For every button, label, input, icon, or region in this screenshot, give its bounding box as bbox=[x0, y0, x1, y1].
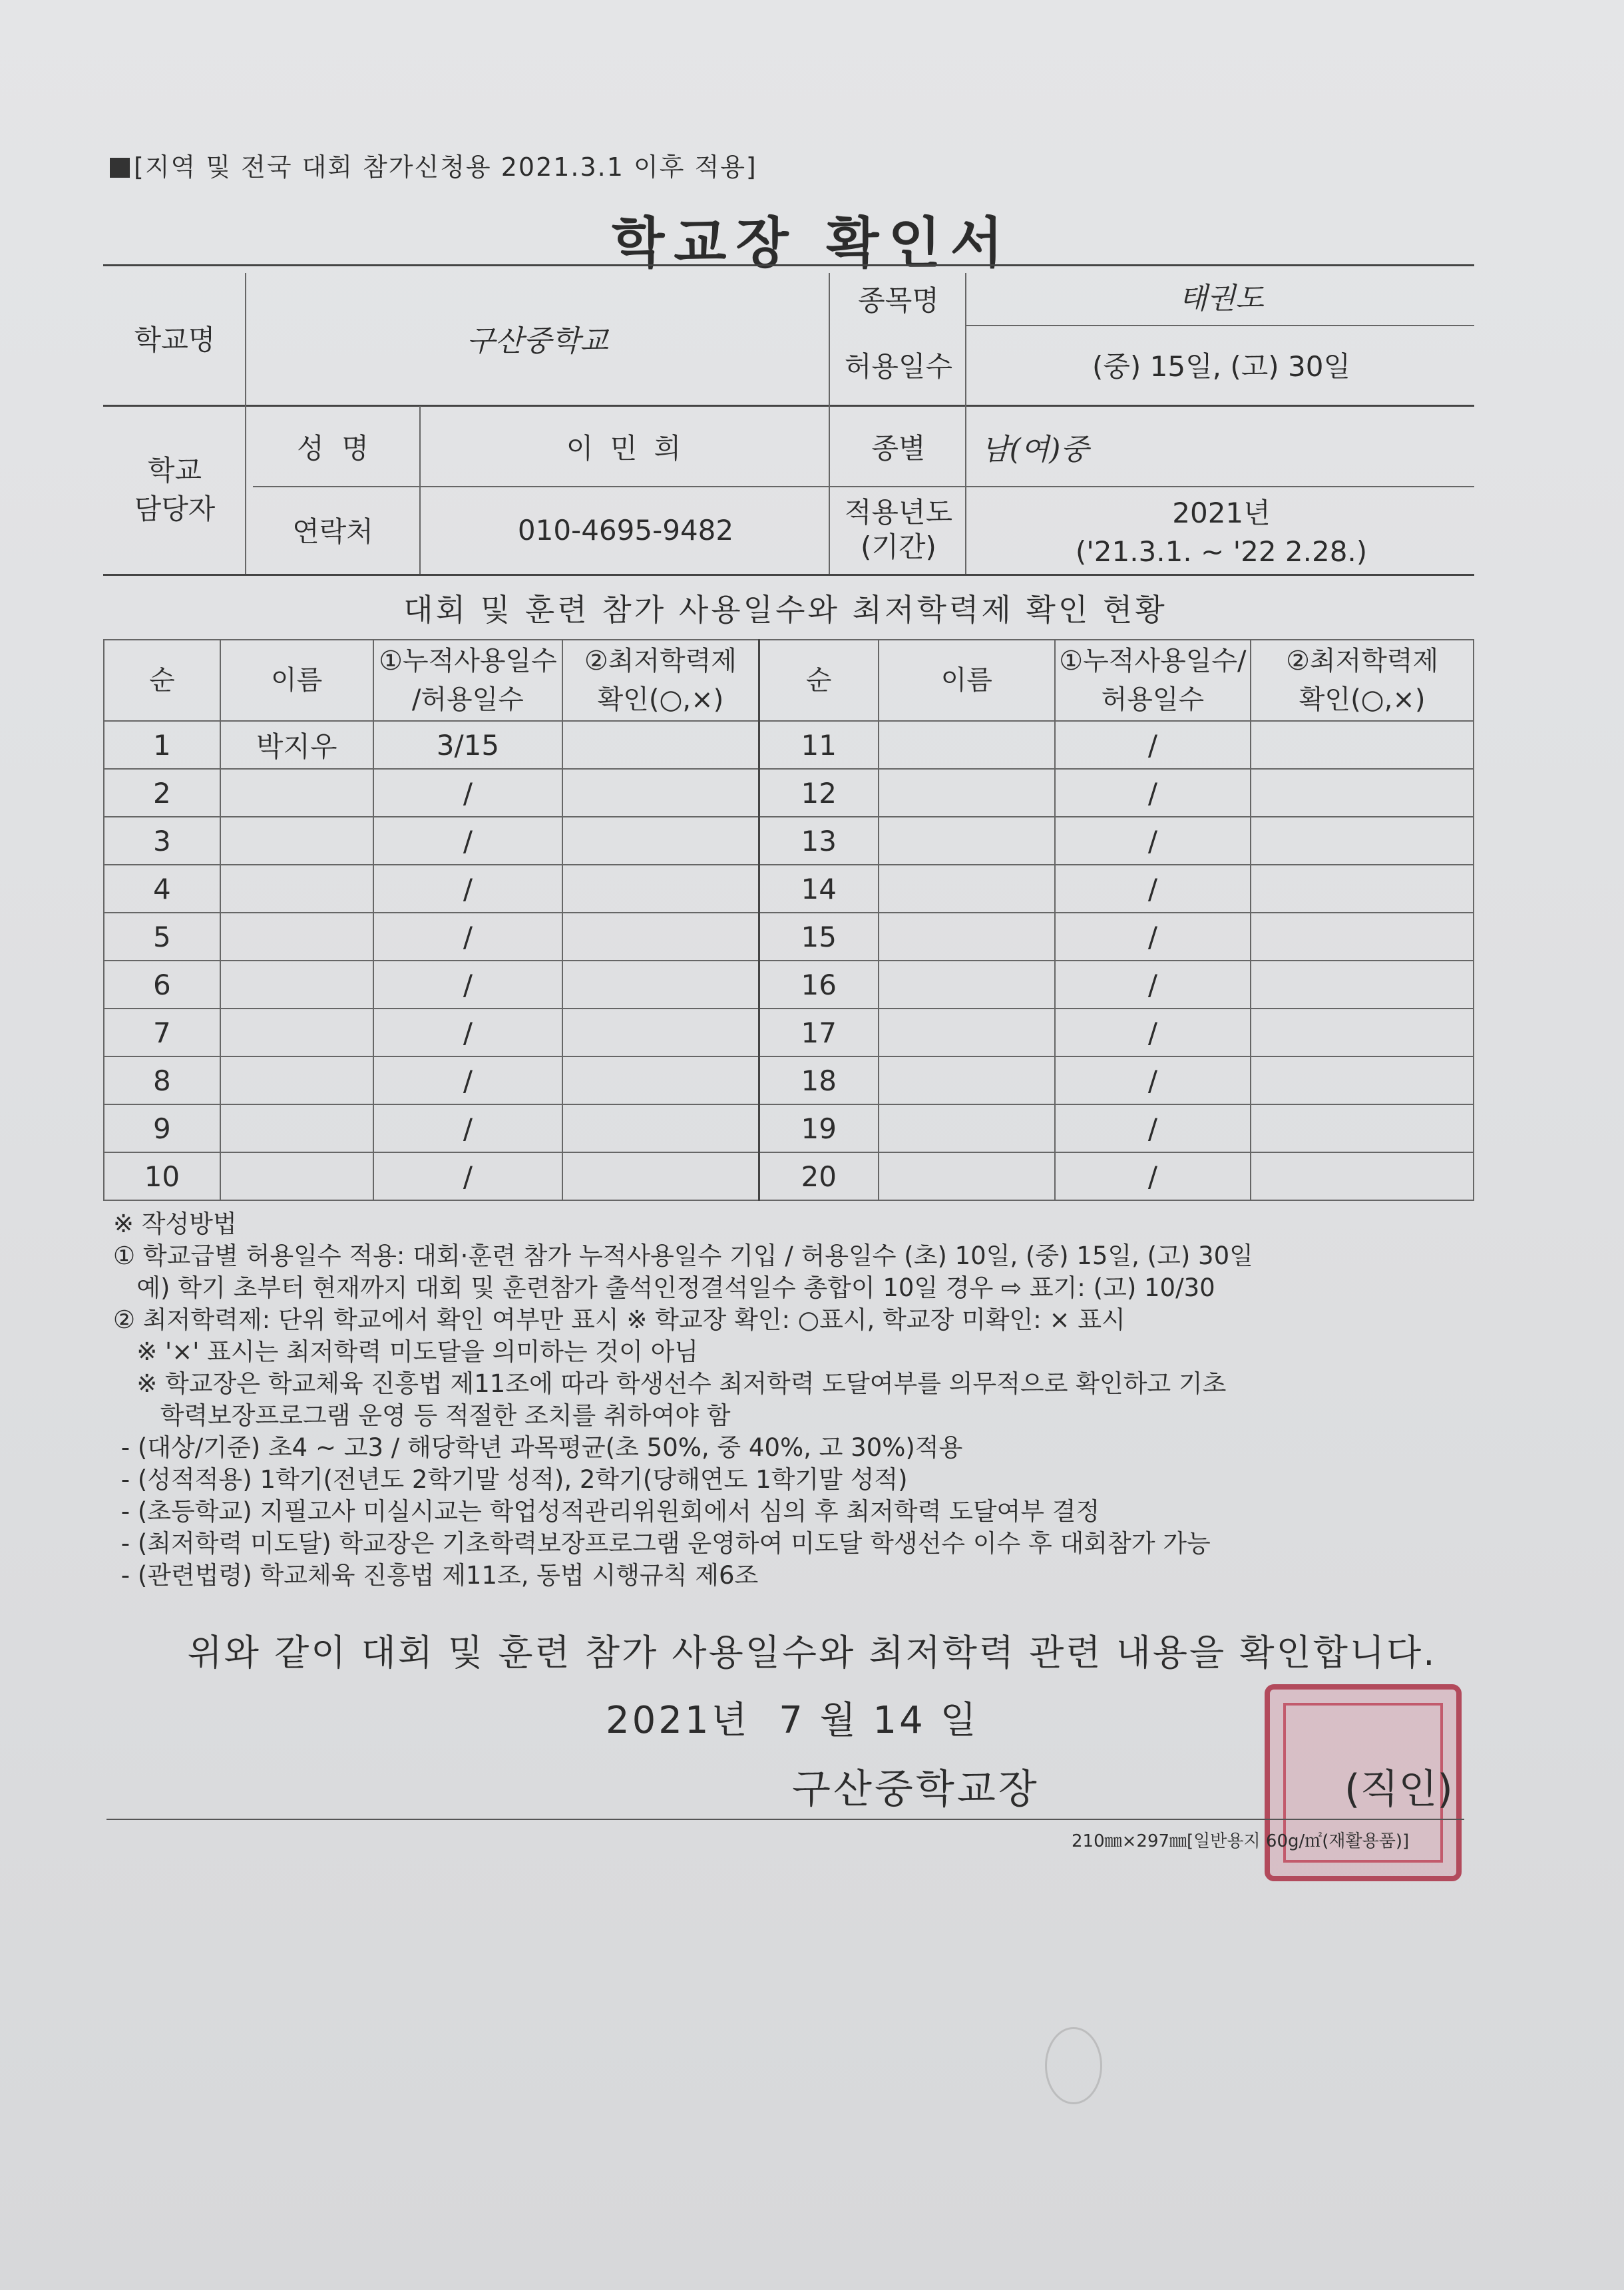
contact-value: 010-4695-9482 bbox=[517, 513, 734, 547]
col-header: 이름 bbox=[879, 640, 1055, 721]
table-cell bbox=[879, 1009, 1055, 1056]
table-row bbox=[104, 769, 1474, 817]
col-header: ①누적사용일수/ 허용일수 bbox=[1055, 640, 1251, 721]
school-label: 학교명 bbox=[134, 323, 216, 356]
usage-table bbox=[103, 639, 1474, 1201]
table-cell bbox=[562, 1009, 759, 1056]
table-cell bbox=[1251, 817, 1474, 865]
table-cell bbox=[562, 1152, 759, 1200]
table-row bbox=[104, 961, 1474, 1009]
table-cell: / bbox=[373, 769, 563, 817]
table-cell bbox=[562, 961, 759, 1009]
table-cell: 4 bbox=[104, 865, 220, 913]
days-value: (중) 15일, (고) 30일 bbox=[1092, 349, 1351, 383]
table-cell bbox=[220, 817, 373, 865]
table-cell bbox=[1251, 1104, 1474, 1152]
name-label: 성 명 bbox=[297, 432, 369, 465]
table-row bbox=[104, 1152, 1474, 1200]
table-cell bbox=[1251, 1009, 1474, 1056]
header-note: [지역 및 전국 대회 참가신청용 2021.3.1 이후 적용] bbox=[110, 146, 757, 183]
table-cell bbox=[879, 961, 1055, 1009]
table-cell: / bbox=[373, 961, 563, 1009]
table-cell: 16 bbox=[759, 961, 879, 1009]
table-cell bbox=[879, 769, 1055, 817]
rule bbox=[103, 574, 1474, 576]
table-header-row bbox=[104, 640, 1474, 721]
table-cell bbox=[1251, 1056, 1474, 1104]
table-row bbox=[104, 1104, 1474, 1152]
table-row bbox=[104, 1009, 1474, 1056]
table-cell: 14 bbox=[759, 865, 879, 913]
table-cell bbox=[220, 865, 373, 913]
note-line: ※ '×' 표시는 최저학력 미도달을 의미하는 것이 아님 bbox=[113, 1337, 699, 1366]
table-cell bbox=[879, 721, 1055, 769]
table-cell bbox=[220, 1152, 373, 1200]
table-cell: / bbox=[373, 865, 563, 913]
rule bbox=[103, 405, 1474, 407]
note-line: - (성적적용) 1학기(전년도 2학기말 성적), 2학기(당해연도 1학기말 성적) bbox=[113, 1465, 908, 1494]
table-cell: / bbox=[1055, 961, 1251, 1009]
col-header: 이름 bbox=[220, 640, 373, 721]
table-row bbox=[104, 913, 1474, 961]
note-line: ※ 작성방법 bbox=[113, 1210, 237, 1238]
col-header: ①누적사용일수 /허용일수 bbox=[373, 640, 563, 721]
table-cell bbox=[879, 1056, 1055, 1104]
section-title: 대회 및 훈련 참가 사용일수와 최저학력제 확인 현황 bbox=[403, 592, 1167, 628]
table-row bbox=[104, 817, 1474, 865]
table-cell: / bbox=[1055, 1009, 1251, 1056]
table-cell bbox=[879, 1152, 1055, 1200]
table-cell bbox=[879, 913, 1055, 961]
square-bullet-icon bbox=[110, 158, 130, 178]
note-line: - (초등학교) 지필고사 미실시교는 학업성적관리위원회에서 심의 후 최저학력 도달여부 결정 bbox=[113, 1497, 1100, 1526]
table-cell: 3 bbox=[104, 817, 220, 865]
col-header: ②최저학력제 확인(○,×) bbox=[1251, 640, 1474, 721]
note-line: - (최저학력 미도달) 학교장은 기초학력보장프로그램 운영하여 미도달 학생선수 이수 후 대회참가 가능 bbox=[113, 1529, 1211, 1558]
table-cell: / bbox=[1055, 1152, 1251, 1200]
table-cell: 10 bbox=[104, 1152, 220, 1200]
table-cell: / bbox=[373, 1009, 563, 1056]
contact-label: 연락처 bbox=[292, 515, 373, 548]
gender-value: 남(여)중 bbox=[981, 433, 1089, 467]
paper-spec: 210㎜×297㎜[일반용지 60g/㎡(재활용품)] bbox=[1072, 1831, 1410, 1851]
gender-label: 종별 bbox=[871, 432, 926, 465]
table-cell bbox=[562, 817, 759, 865]
table-cell bbox=[220, 961, 373, 1009]
table-cell bbox=[1251, 721, 1474, 769]
note-line: ※ 학교장은 학교체육 진흥법 제11조에 따라 학생선수 최저학력 도달여부를 의무적으로 확인하고 기초 bbox=[113, 1369, 1227, 1398]
table-cell: 17 bbox=[759, 1009, 879, 1056]
table-cell: 13 bbox=[759, 817, 879, 865]
note-line: 예) 학기 초부터 현재까지 대회 및 훈련참가 출석인정결석일수 총합이 10일 경우 ⇨ 표기: (고) 10/30 bbox=[113, 1273, 1215, 1302]
period-value: ('21.3.1. ~ '22 2.28.) bbox=[1075, 535, 1368, 568]
table-cell bbox=[562, 1104, 759, 1152]
table-cell: 11 bbox=[759, 721, 879, 769]
days-label: 허용일수 bbox=[844, 349, 953, 383]
note-line: - (관련법령) 학교체육 진흥법 제11조, 동법 시행규칙 제6조 bbox=[113, 1561, 759, 1590]
col-header: 순 bbox=[759, 640, 879, 721]
table-cell bbox=[1251, 961, 1474, 1009]
table-cell: 1 bbox=[104, 721, 220, 769]
table-cell: 19 bbox=[759, 1104, 879, 1152]
year-label: 적용년도 (기간) bbox=[844, 496, 953, 563]
table-row bbox=[104, 1056, 1474, 1104]
table-cell bbox=[879, 817, 1055, 865]
table-cell: 7 bbox=[104, 1009, 220, 1056]
table-cell bbox=[220, 769, 373, 817]
date: 2021년 7 월 14 일 bbox=[606, 1699, 979, 1742]
table-cell bbox=[879, 1104, 1055, 1152]
table-cell: 12 bbox=[759, 769, 879, 817]
table-cell: / bbox=[373, 1152, 563, 1200]
table-cell: 박지우 bbox=[220, 721, 373, 769]
table-cell bbox=[562, 769, 759, 817]
table-cell bbox=[220, 1056, 373, 1104]
seal-label: (직인) bbox=[1344, 1766, 1453, 1813]
table-cell: / bbox=[1055, 913, 1251, 961]
table-cell bbox=[562, 1056, 759, 1104]
note-line: - (대상/기준) 초4 ~ 고3 / 해당학년 과목평균(초 50%, 중 40%, 고 30%)적용 bbox=[113, 1433, 963, 1462]
rule bbox=[419, 406, 421, 574]
punch-mark-icon bbox=[1045, 2027, 1102, 2104]
table-cell: 20 bbox=[759, 1152, 879, 1200]
table-cell: 8 bbox=[104, 1056, 220, 1104]
staff-label: 학교 담당자 bbox=[134, 454, 216, 525]
table-cell: / bbox=[373, 1104, 563, 1152]
table-cell: 5 bbox=[104, 913, 220, 961]
table-cell: 15 bbox=[759, 913, 879, 961]
rule bbox=[829, 273, 830, 574]
table-cell: / bbox=[1055, 769, 1251, 817]
table-cell bbox=[1251, 769, 1474, 817]
table-cell bbox=[220, 1104, 373, 1152]
year-value: 2021년 bbox=[1172, 497, 1271, 529]
table-cell bbox=[220, 1009, 373, 1056]
table-cell: / bbox=[373, 1056, 563, 1104]
sport-value: 태권도 bbox=[1179, 282, 1264, 316]
table-cell bbox=[1251, 865, 1474, 913]
table-cell: 9 bbox=[104, 1104, 220, 1152]
principal: 구산중학교장 bbox=[792, 1766, 1040, 1813]
rule bbox=[106, 1819, 1464, 1820]
table-row bbox=[104, 721, 1474, 769]
table-cell: / bbox=[1055, 1056, 1251, 1104]
table-cell bbox=[879, 865, 1055, 913]
table-cell bbox=[220, 913, 373, 961]
table-cell bbox=[1251, 1152, 1474, 1200]
note-line: ② 최저학력제: 단위 학교에서 확인 여부만 표시 ※ 학교장 확인: ○표시, 학교장 미확인: × 표시 bbox=[113, 1305, 1125, 1334]
confirm-text: 위와 같이 대회 및 훈련 참가 사용일수와 최저학력 관련 내용을 확인합니다. bbox=[187, 1632, 1437, 1674]
col-header: 순 bbox=[104, 640, 220, 721]
table-cell: / bbox=[373, 817, 563, 865]
note-line: 학력보장프로그램 운영 등 적절한 조치를 취하여야 함 bbox=[113, 1401, 731, 1430]
table-cell bbox=[562, 865, 759, 913]
table-cell: / bbox=[1055, 817, 1251, 865]
table-cell: / bbox=[1055, 1104, 1251, 1152]
notes bbox=[113, 1208, 1484, 1592]
rule bbox=[965, 273, 966, 574]
table-row bbox=[104, 865, 1474, 913]
table-cell bbox=[562, 913, 759, 961]
table-cell: / bbox=[373, 913, 563, 961]
table-cell: 2 bbox=[104, 769, 220, 817]
school-value: 구산중학교 bbox=[467, 324, 608, 358]
document-title: 학교장 확인서 bbox=[612, 212, 1012, 275]
table-cell bbox=[1251, 913, 1474, 961]
table-cell: / bbox=[1055, 721, 1251, 769]
note-line: ① 학교급별 허용일수 적용: 대회·훈련 참가 누적사용일수 기입 / 허용일수 (초) 10일, (중) 15일, (고) 30일 bbox=[113, 1242, 1253, 1270]
name-value: 이 민 희 bbox=[566, 432, 686, 465]
table-cell: 18 bbox=[759, 1056, 879, 1104]
sport-label: 종목명 bbox=[858, 284, 939, 317]
col-header: ②최저학력제 확인(○,×) bbox=[562, 640, 759, 721]
table-cell: 3/15 bbox=[373, 721, 563, 769]
table-cell: / bbox=[1055, 865, 1251, 913]
table-cell bbox=[562, 721, 759, 769]
table-cell: 6 bbox=[104, 961, 220, 1009]
